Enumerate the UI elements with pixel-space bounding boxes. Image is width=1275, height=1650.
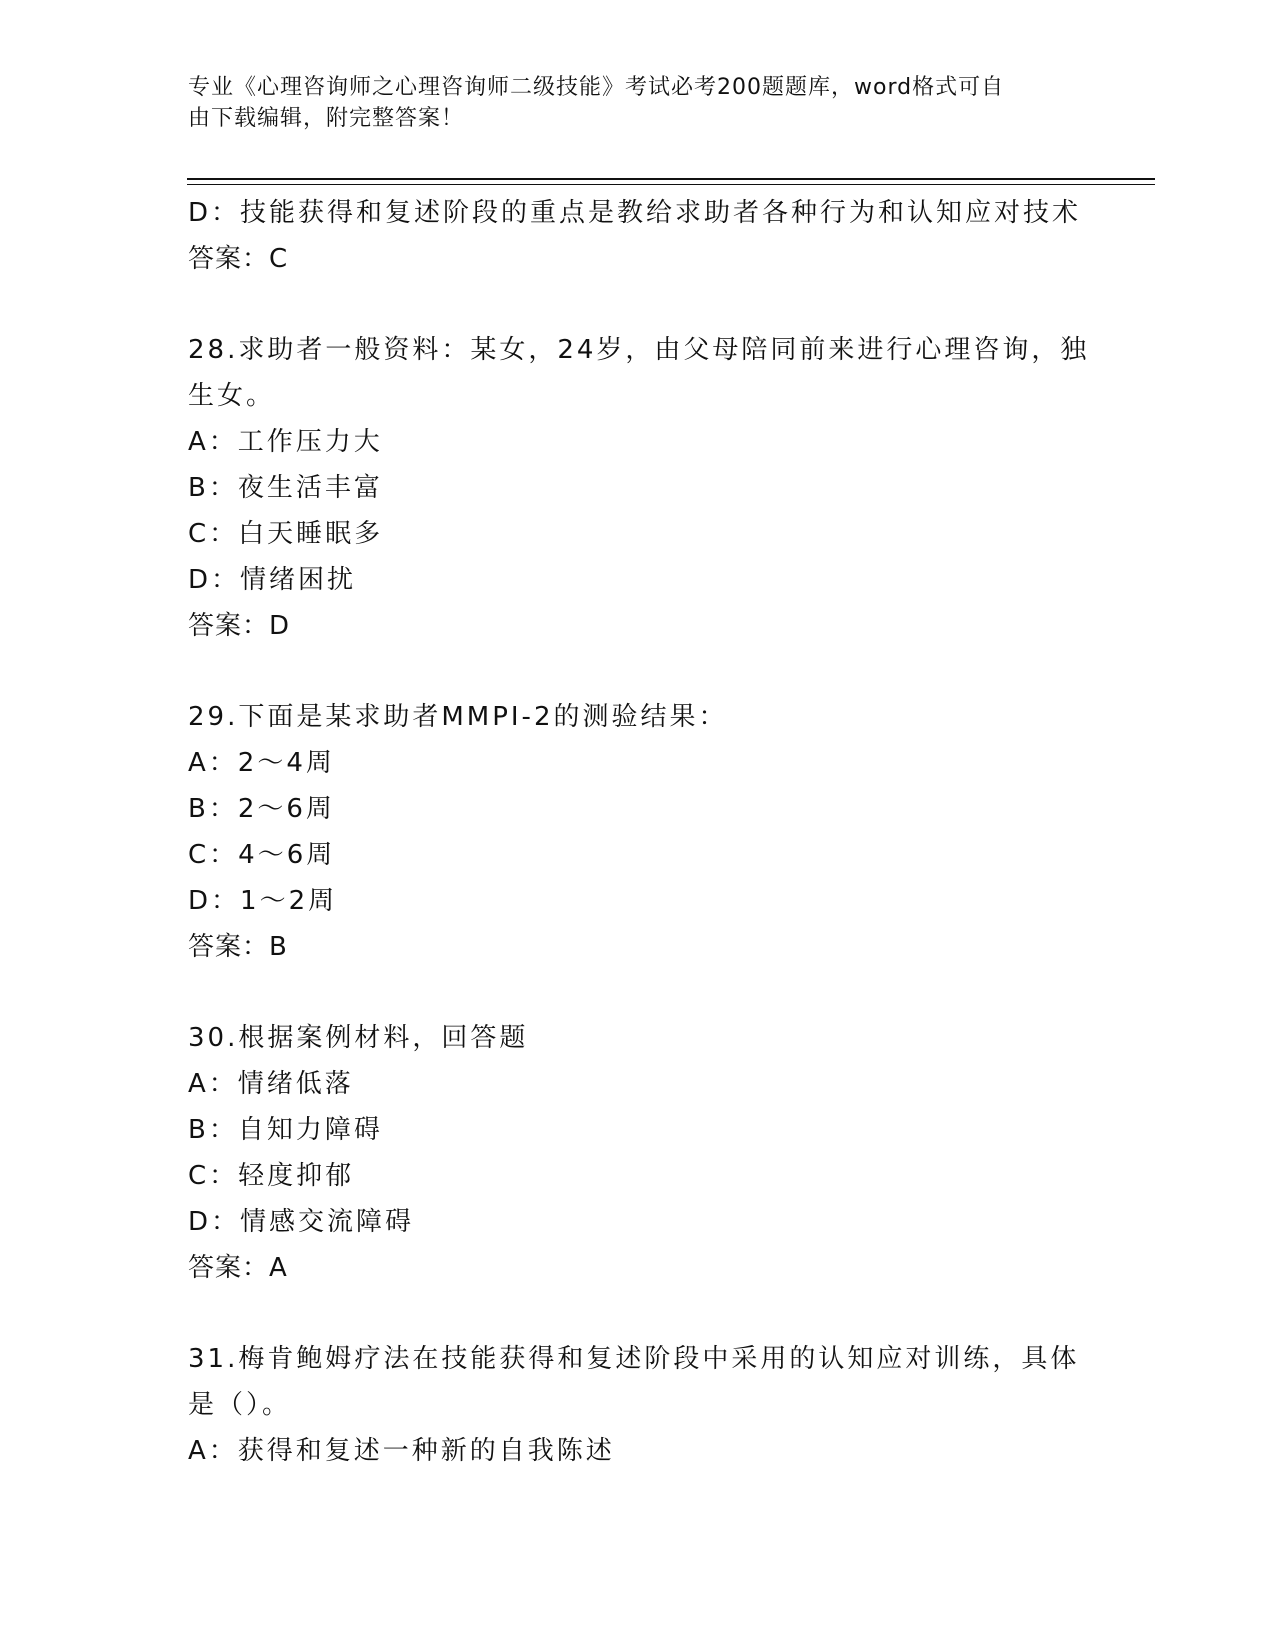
question-stem: 29.下面是某求助者MMPI-2的测验结果： [188, 702, 728, 732]
header-line-1: 专业《心理咨询师之心理咨询师二级技能》考试必考200题题库，word格式可自 [188, 75, 1005, 100]
option-d: D：情绪困扰 [188, 565, 357, 595]
question-stem: 30.根据案例材料，回答题 [188, 1023, 529, 1053]
option-d: D：1～2周 [188, 886, 338, 916]
question-31 [188, 1336, 1088, 1474]
option-b: B：夜生活丰富 [188, 473, 383, 503]
question-27-tail [188, 190, 1088, 282]
option-d: D：技能获得和复述阶段的重点是教给求助者各种行为和认知应对技术 [188, 198, 1082, 228]
answer-label: 答案：C [188, 244, 289, 274]
option-a: A：2～4周 [188, 748, 335, 778]
question-stem-continued: 生女。 [188, 381, 276, 411]
option-a: A：获得和复述一种新的自我陈述 [188, 1436, 615, 1466]
header-line-2: 由下载编辑，附完整答案！ [188, 106, 465, 131]
question-stem: 28.求助者一般资料：某女，24岁，由父母陪同前来进行心理咨询，独 [188, 335, 1090, 365]
option-a: A：工作压力大 [188, 427, 383, 457]
question-28 [188, 327, 1088, 649]
option-c: C：4～6周 [188, 840, 336, 870]
question-stem: 31.梅肯鲍姆疗法在技能获得和复述阶段中采用的认知应对训练，具体 [188, 1344, 1080, 1374]
question-30 [188, 1015, 1088, 1291]
option-d: D：情感交流障碍 [188, 1207, 415, 1237]
option-b: B：自知力障碍 [188, 1115, 383, 1145]
question-29 [188, 694, 1088, 970]
answer-label: 答案：D [188, 611, 291, 641]
header-divider-thin [187, 184, 1155, 185]
question-stem-continued: 是（）。 [188, 1390, 292, 1420]
answer-label: 答案：A [188, 1253, 288, 1283]
document-header [188, 72, 1068, 134]
question-list [188, 190, 1088, 1474]
option-b: B：2～6周 [188, 794, 335, 824]
option-c: C：白天睡眠多 [188, 519, 384, 549]
option-a: A：情绪低落 [188, 1069, 354, 1099]
header-divider-thick [187, 178, 1155, 180]
option-c: C：轻度抑郁 [188, 1161, 355, 1191]
answer-label: 答案：B [188, 932, 288, 962]
